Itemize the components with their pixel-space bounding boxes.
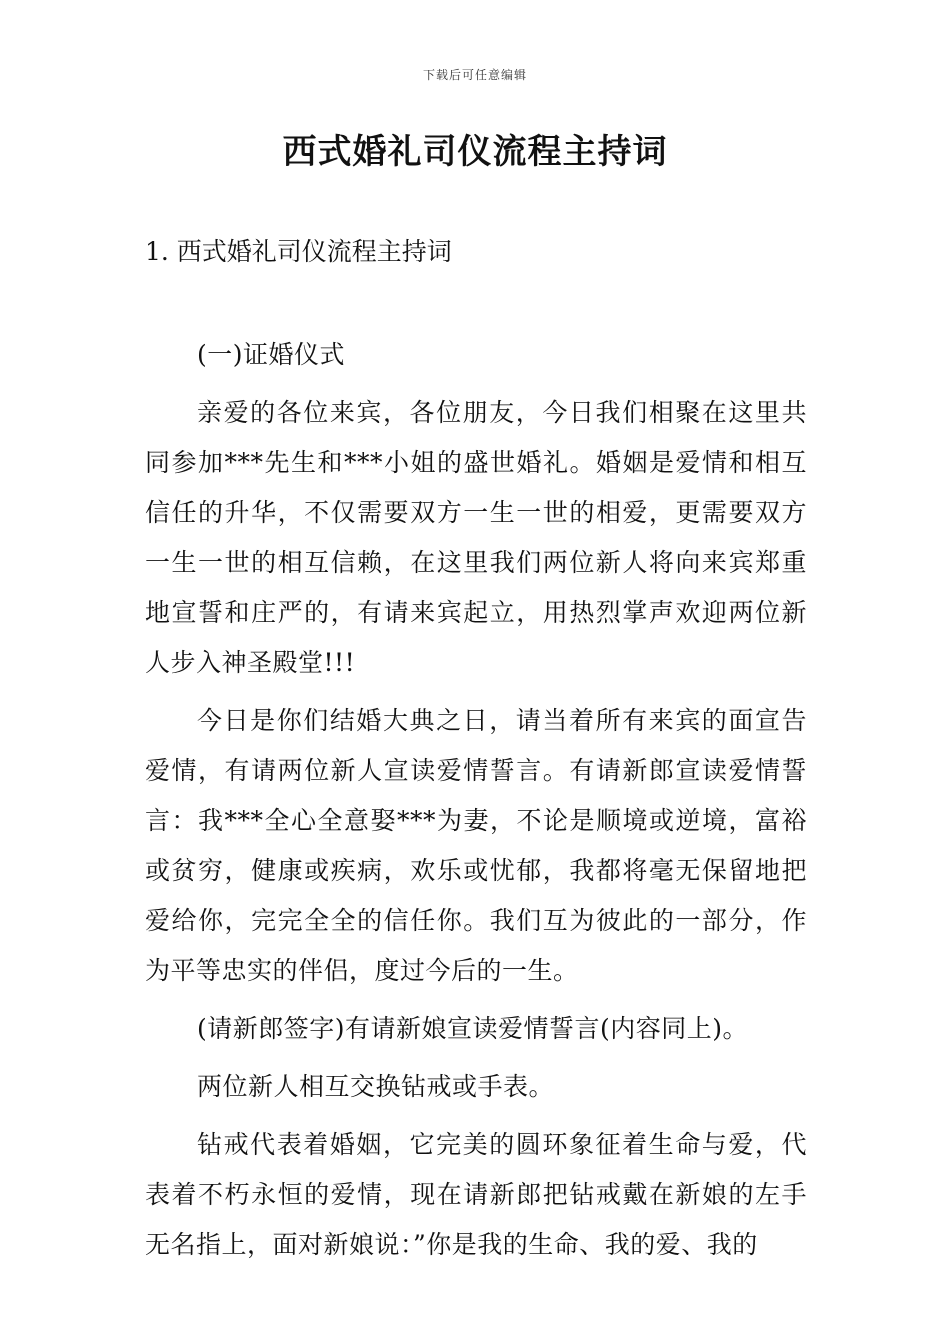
document-title: 西式婚礼司仪流程主持词 [282,132,668,172]
subsection-heading: (一)证婚仪式 [197,340,346,369]
document-body [145,330,807,1278]
body-paragraph: (请新郎签字)有请新娘宣读爱情誓言(内容同上)。 [197,1014,749,1043]
body-paragraph: 两位新人相互交换钻戒或手表。 [197,1072,555,1101]
body-paragraph: 钻戒代表着婚姻，它完美的圆环象征着生命与爱，代表着不朽永恒的爱情，现在请新郎把钻戒戴在新娘的左手无名指上，面对新娘说：”你是我的生命、我的爱、我的 [145,1130,807,1259]
body-paragraph: 今日是你们结婚大典之日，请当着所有来宾的面宣告爱情，有请两位新人宣读爱情誓言。有请新郎宣读爱情誓言：我***全心全意娶***为妻，不论是顺境或逆境，富裕或贫穷，健康或疾病，欢乐或忧郁，我都将毫无保留地把爱给你，完完全全的信任你。我们互为彼此的一部分，作为平等忠实的伴侣，度过今后的一生。 [145,706,807,985]
section-heading: 1. 西式婚礼司仪流程主持词 [145,237,452,266]
body-paragraph: 亲爱的各位来宾，各位朋友，今日我们相聚在这里共同参加***先生和***小姐的盛世婚礼。婚姻是爱情和相互信任的升华，不仅需要双方一生一世的相爱，更需要双方一生一世的相互信赖，在这里我们两位新人将向来宾郑重地宣誓和庄严的，有请来宾起立，用热烈掌声欢迎两位新人步入神圣殿堂!!! [145,398,807,677]
header-note: 下载后可任意编辑 [422,68,527,82]
